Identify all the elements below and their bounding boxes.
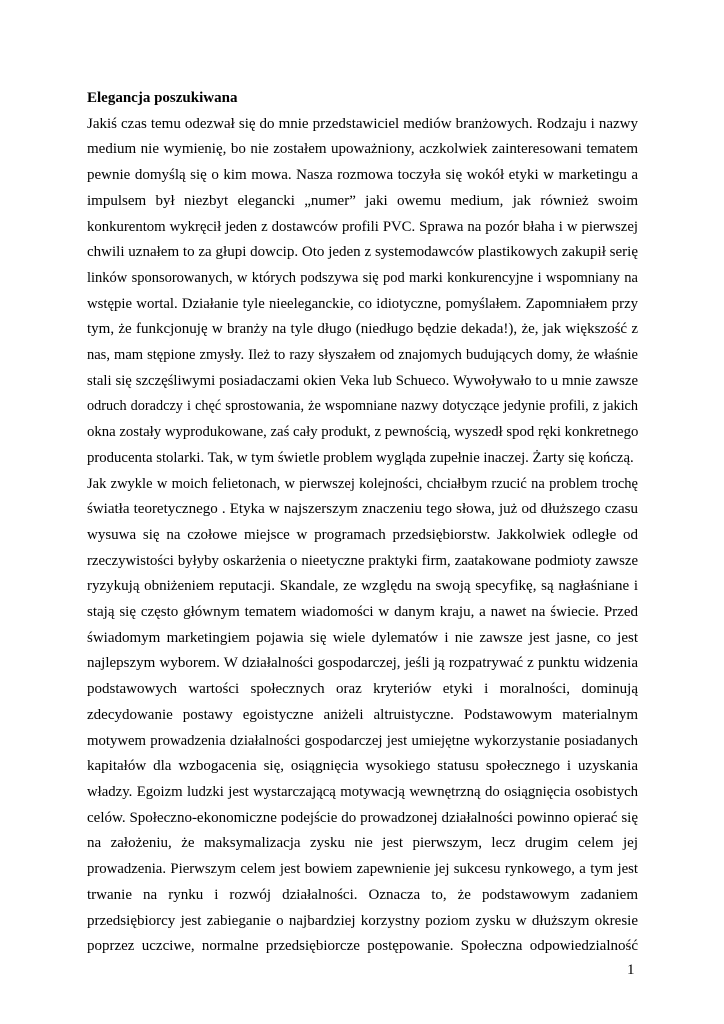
text-line: stają się często głównym tematem wiadomości w danym kraju, a nawet na świecie. Przed: [87, 604, 638, 621]
text-line: odruch doradczy i chęć sprostowania, że wspomniane nazwy dotyczące jedynie profili, z jakich: [87, 398, 638, 415]
text-line: rzeczywistości byłyby oskarżenia o nieetyczne praktyki firm, zaatakowane podmioty zawsze: [87, 552, 638, 569]
text-line: podstawowych wartości społecznych oraz kryteriów etyki i moralności, dominują: [87, 681, 638, 698]
page-number: 1: [627, 962, 635, 978]
text-line: najlepszym wyborem. W działalności gospodarczej, jeśli ją rozpatrywać z punktu widzenia: [87, 655, 638, 672]
text-line: motywem prowadzenia działalności gospodarczej jest umiejętne wykorzystanie posiadanych: [87, 732, 638, 749]
paragraph-2: [87, 472, 638, 960]
text-line: władzy. Egoizm ludzki jest wystarczającą motywacją wewnętrzną do osiągnięcia osobistych: [87, 783, 638, 800]
text-line: celów. Społeczno-ekonomiczne podejście do prowadzonej działalności powinno opierać się: [87, 809, 638, 826]
text-line: nas, mam stępione zmysły. Ileż to razy słyszałem od znajomych budujących domy, że właśnie: [87, 347, 638, 364]
text-line: przedsiębiorcy jest zabieganie o najbardziej korzystny poziom zysku w dłuższym okresie: [87, 912, 638, 929]
text-line: okna zostały wyprodukowane, zaś cały produkt, z pewnością, wyszedł spod ręki konkretnego: [87, 424, 638, 441]
text-line: producenta stolarki. Tak, w tym świetle problem wygląda zupełnie inaczej. Żarty się kończą.: [87, 449, 634, 466]
text-line: medium nie wymienię, bo nie zostałem upoważniony, aczkolwiek zainteresowani tematem: [87, 141, 638, 158]
text-line: zdecydowanie postawy egoistyczne aniżeli altruistyczne. Podstawowym materialnym: [87, 706, 638, 723]
text-line: ryzykują obniżeniem reputacji. Skandale, ze względu na swoją specyfikę, są nagłaśniane i: [87, 578, 638, 595]
text-line: Jak zwykle w moich felietonach, w pierwszej kolejności, chciałbym rzucić na problem trochę: [87, 475, 638, 492]
article-title: Elegancja poszukiwana: [87, 90, 238, 106]
text-line: kapitałów dla wzbogacenia się, osiągnięcia wysokiego statusu społecznego i uzyskania: [87, 758, 638, 775]
text-line: Jakiś czas temu odezwał się do mnie przedstawiciel mediów branżowych. Rodzaju i nazwy: [87, 115, 638, 132]
paragraph-1: [87, 112, 638, 472]
text-line: światła teoretycznego . Etyka w najszerszym znaczeniu tego słowa, już od dłuższego czasu: [87, 501, 638, 518]
text-line: konkurentom wykręcił jeden z dostawców profili PVC. Sprawa na pozór błaha i w pierwszej: [87, 218, 638, 235]
text-line: stali się szczęśliwymi posiadaczami okien Veka lub Schueco. Wywoływało to u mnie zawsze: [87, 372, 638, 389]
text-line: świadomym marketingiem pojawia się wiele dylematów i nie zawsze jest jasne, co jest: [87, 629, 638, 646]
text-line: tym, że funkcjonuję w branży na tyle długo (niedługo będzie dekada!), że, jak większość z: [87, 321, 638, 338]
text-line: na założeniu, że maksymalizacja zysku nie jest pierwszym, lecz drugim celem jej: [87, 835, 638, 852]
text-line: prowadzenia. Pierwszym celem jest bowiem zapewnienie jej sukcesu rynkowego, a tym jest: [87, 861, 638, 878]
text-line: trwanie na rynku i rozwój działalności. Oznacza to, że podstawowym zadaniem: [87, 886, 638, 903]
text-line: poprzez uczciwe, normalne przedsiębiorcze postępowanie. Społeczna odpowiedzialność: [87, 938, 638, 955]
text-line: wysuwa się na czołowe miejsce w programach przedsiębiorstw. Jakkolwiek odległe od: [87, 526, 638, 543]
article-body: [87, 86, 638, 960]
text-line: impulsem był niezbyt elegancki „numer” jaki owemu medium, jak również swoim: [87, 192, 638, 209]
text-line: chwili uznałem to za głupi dowcip. Oto jeden z systemodawców plastikowych zakupił serię: [87, 244, 638, 261]
text-line: wstępie wortal. Działanie tyle nieeleganckie, co idiotyczne, pomyślałem. Zapomniałem przy: [87, 295, 638, 312]
text-line: linków sponsorowanych, w których podszywa się pod marki konkurencyjne i wspomniany na: [87, 269, 638, 286]
text-line: pewnie domyślą się o kim mowa. Nasza rozmowa toczyła się wokół etyki w marketingu a: [87, 167, 638, 184]
